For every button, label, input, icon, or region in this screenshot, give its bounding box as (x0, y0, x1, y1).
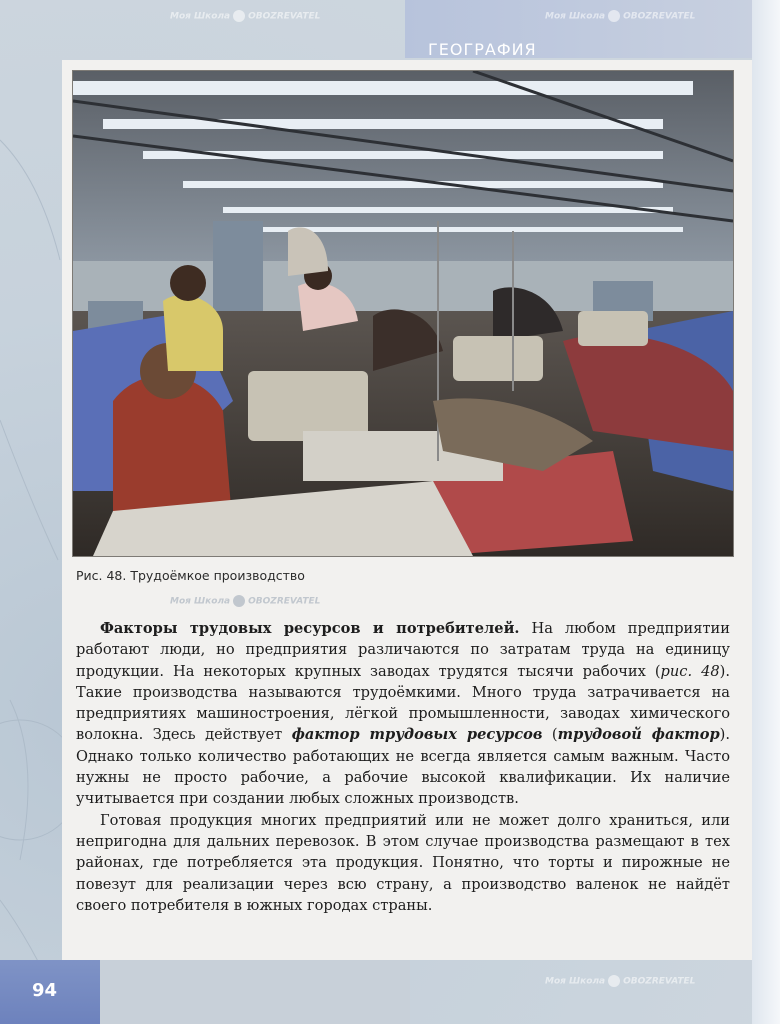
page-edge (752, 0, 780, 1024)
key-term: трудовой фактор (557, 726, 720, 744)
factory-photo (72, 70, 734, 557)
body-text (76, 618, 730, 916)
watermark: Моя Школа OBOZREVATEL (545, 11, 696, 22)
text-segment: На любом предприятии работают люди, но предприятия различаются по затратам труда на единицу продукции. На некоторых крупных заводах трудятся тысячи рабочих ( (76, 620, 730, 680)
bottom-map-band (100, 960, 410, 1024)
paragraph-2: Готовая продукция многих предприятий или не может долго храниться, или непригодна для дальних перевозок. В этом случае производства размещают в тех районах, где потребляется эта продукция. Понятно, что торты и пирожные не повезут для реализации через всю страну, а производство валенок не найдёт своего потребителя в южных городах страны. (76, 811, 730, 914)
key-term: фактор трудовых ресурсов (291, 726, 543, 744)
watermark: Моя Школа OBOZREVATEL (545, 976, 696, 987)
text-segment: ). Такие производства называются трудоёмкими. Много труда затрачивается на предприятиях машиностроения, лёгкой промышленности, заводах химического волокна. Здесь действует (76, 662, 730, 744)
section-title: ГЕОГРАФИЯ (428, 40, 537, 59)
watermark: Моя Школа OBOZREVATEL (170, 596, 321, 607)
text-segment: ). Однако только количество работающих не всегда является самым важным. Часто нужны не просто рабочие, а рабочие высокой квалификации. Их наличие учитывается при создании любых сложных производств. (76, 726, 730, 808)
figure-reference: рис. 48 (660, 662, 720, 680)
paragraph-heading: Факторы трудовых ресурсов и потребителей. (100, 620, 520, 637)
page-number: 94 (32, 980, 58, 1001)
watermark: Моя Школа OBOZREVATEL (170, 11, 321, 22)
figure-caption: Рис. 48. Трудоёмкое производство (76, 568, 305, 583)
text-segment: ( (542, 726, 558, 744)
paragraph-1 (76, 618, 730, 810)
